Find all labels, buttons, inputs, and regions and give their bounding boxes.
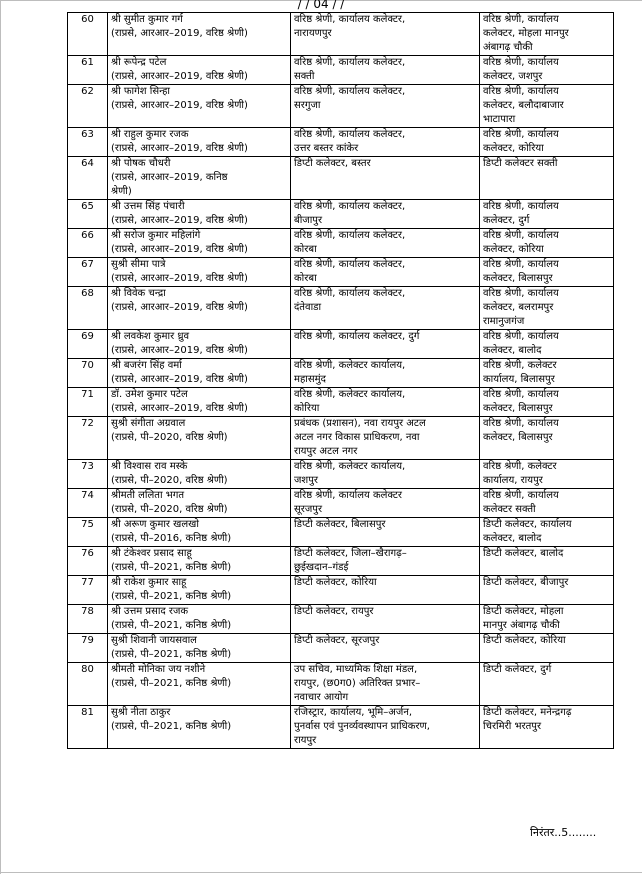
- officer-name-cell: [108, 460, 291, 489]
- new-posting-cell: [480, 547, 614, 576]
- current-posting-cell: [291, 359, 480, 388]
- serial-number: 70: [68, 359, 108, 388]
- officer-name-line: श्रेणी): [111, 186, 132, 197]
- serial-number: 72: [68, 417, 108, 460]
- serial-number: 65: [68, 200, 108, 229]
- current-posting-cell: [291, 417, 480, 460]
- officer-name-cell: [108, 518, 291, 547]
- officer-name-line: (राप्रसे, पी–2021, कनिष्ठ श्रेणी): [111, 591, 232, 602]
- current-posting-cell: [291, 460, 480, 489]
- table-row: [68, 706, 614, 749]
- serial-number: 73: [68, 460, 108, 489]
- officer-name-line: श्री उत्तम सिंह पंचारी: [111, 201, 185, 212]
- serial-number: 81: [68, 706, 108, 749]
- current-posting-line: कोरबा: [294, 273, 317, 284]
- current-posting-line: महासमुंद: [294, 374, 326, 385]
- current-posting-line: डिप्टी कलेक्टर, कोरिया: [294, 577, 377, 588]
- table-row: [68, 489, 614, 518]
- continued-footer: निरंतर..5........: [530, 826, 597, 839]
- new-posting-line: कलेक्टर, कोरिया: [483, 244, 544, 255]
- current-posting-line: बीजापुर: [294, 215, 323, 226]
- officer-name-line: (राप्रसे, पी–2021, कनिष्ठ श्रेणी): [111, 620, 232, 631]
- new-posting-line: चिरमिरी भरतपुर: [483, 721, 542, 732]
- current-posting-line: वरिष्ठ श्रेणी, कार्यालय कलेक्टर,: [294, 201, 406, 212]
- officer-name-line: (राप्रसे, पी–2016, कनिष्ठ श्रेणी): [111, 533, 232, 544]
- current-posting-line: वरिष्ठ श्रेणी, कार्यालय कलेक्टर,: [294, 86, 406, 97]
- new-posting-cell: [480, 605, 614, 634]
- new-posting-line: कलेक्टर, बलरामपुर: [483, 302, 554, 313]
- current-posting-line: वरिष्ठ श्रेणी, कार्यालय कलेक्टर,: [294, 259, 406, 270]
- serial-number: 78: [68, 605, 108, 634]
- new-posting-cell: [480, 489, 614, 518]
- officer-name-cell: [108, 128, 291, 157]
- current-posting-line: रायपुर: [294, 735, 317, 746]
- new-posting-cell: [480, 576, 614, 605]
- officer-name-line: (राप्रसे, पी–2021, कनिष्ठ श्रेणी): [111, 678, 232, 689]
- new-posting-line: वरिष्ठ श्रेणी, कलेक्टर: [483, 461, 557, 472]
- new-posting-line: कलेक्टर, बिलासपुर: [483, 403, 553, 414]
- current-posting-line: डिप्टी कलेक्टर, सूरजपुर: [294, 635, 380, 646]
- officer-name-cell: [108, 13, 291, 56]
- officer-name-cell: [108, 85, 291, 128]
- officer-name-cell: [108, 576, 291, 605]
- officer-name-cell: [108, 388, 291, 417]
- current-posting-line: रायपुर अटल नगर: [294, 446, 358, 457]
- new-posting-line: डिप्टी कलेक्टर, कोरिया: [483, 635, 566, 646]
- officer-name-cell: [108, 330, 291, 359]
- serial-number: 60: [68, 13, 108, 56]
- serial-number: 79: [68, 634, 108, 663]
- current-posting-line: रजिस्ट्रार, कार्यालय, भूमि–अर्जन,: [294, 707, 413, 718]
- new-posting-line: वरिष्ठ श्रेणी, कार्यालय: [483, 389, 559, 400]
- current-posting-cell: [291, 258, 480, 287]
- officer-name-cell: [108, 663, 291, 706]
- officer-name-line: (राप्रसे, आरआर–2019, वरिष्ठ श्रेणी): [111, 100, 248, 111]
- officer-name-line: श्री विश्वास राव मस्के: [111, 461, 188, 472]
- table-row: [68, 85, 614, 128]
- officer-name-line: (राप्रसे, पी–2021, कनिष्ठ श्रेणी): [111, 721, 232, 732]
- table-row: [68, 518, 614, 547]
- new-posting-line: डिप्टी कलेक्टर, बालोद: [483, 548, 564, 559]
- current-posting-line: सक्ती: [294, 71, 315, 82]
- officer-name-cell: [108, 56, 291, 85]
- current-posting-line: जशपुर: [294, 475, 318, 486]
- current-posting-cell: [291, 663, 480, 706]
- new-posting-cell: [480, 200, 614, 229]
- new-posting-cell: [480, 258, 614, 287]
- officer-name-line: (राप्रसे, पी–2020, वरिष्ठ श्रेणी): [111, 504, 228, 515]
- table-row: [68, 547, 614, 576]
- new-posting-line: वरिष्ठ श्रेणी, कार्यालय: [483, 14, 559, 25]
- officer-name-line: श्री लवकेश कुमार ध्रुव: [111, 331, 190, 342]
- new-posting-line: वरिष्ठ श्रेणी, कार्यालय: [483, 418, 559, 429]
- new-posting-cell: [480, 13, 614, 56]
- current-posting-line: नवाचार आयोग: [294, 692, 349, 703]
- current-posting-line: वरिष्ठ श्रेणी, कार्यालय कलेक्टर,: [294, 57, 406, 68]
- table-row: [68, 330, 614, 359]
- new-posting-line: कलेक्टर, कोरिया: [483, 143, 544, 154]
- current-posting-cell: [291, 547, 480, 576]
- table-row: [68, 56, 614, 85]
- officer-name-line: (राप्रसे, आरआर–2019, वरिष्ठ श्रेणी): [111, 244, 248, 255]
- current-posting-line: पुनर्वास एवं पुनर्व्यवस्थापन प्राधिकरण,: [294, 721, 430, 732]
- officer-name-line: श्रीमती ललिता भगत: [111, 490, 185, 501]
- serial-number: 75: [68, 518, 108, 547]
- serial-number: 76: [68, 547, 108, 576]
- table-row: [68, 128, 614, 157]
- officer-name-line: (राप्रसे, पी–2021, कनिष्ठ श्रेणी): [111, 649, 232, 660]
- serial-number: 62: [68, 85, 108, 128]
- new-posting-line: कार्यालय, बिलासपुर: [483, 374, 555, 385]
- officer-name-line: (राप्रसे, आरआर–2019, वरिष्ठ श्रेणी): [111, 215, 248, 226]
- officer-name-cell: [108, 200, 291, 229]
- new-posting-line: वरिष्ठ श्रेणी, कलेक्टर: [483, 360, 557, 371]
- officer-name-line: श्री सुमीत कुमार गर्ग: [111, 14, 183, 25]
- table-row: [68, 200, 614, 229]
- table-row: [68, 157, 614, 200]
- new-posting-line: कलेक्टर, मोहला मानपुर: [483, 28, 569, 39]
- page-number-header: / / 04 / /: [297, 0, 345, 11]
- table-row: [68, 634, 614, 663]
- new-posting-line: कार्यालय, रायपुर: [483, 475, 543, 486]
- officer-name-cell: [108, 605, 291, 634]
- new-posting-cell: [480, 663, 614, 706]
- serial-number: 66: [68, 229, 108, 258]
- new-posting-line: वरिष्ठ श्रेणी, कार्यालय: [483, 129, 559, 140]
- new-posting-line: वरिष्ठ श्रेणी, कार्यालय: [483, 490, 559, 501]
- officer-name-line: (राप्रसे, आरआर–2019, वरिष्ठ श्रेणी): [111, 28, 248, 39]
- current-posting-line: डिप्टी कलेक्टर, जिला–खैरागढ़–: [294, 548, 407, 559]
- current-posting-cell: [291, 85, 480, 128]
- new-posting-cell: [480, 157, 614, 200]
- current-posting-cell: [291, 56, 480, 85]
- new-posting-cell: [480, 359, 614, 388]
- current-posting-cell: [291, 128, 480, 157]
- new-posting-line: वरिष्ठ श्रेणी, कार्यालय: [483, 230, 559, 241]
- serial-number: 61: [68, 56, 108, 85]
- table-row: [68, 417, 614, 460]
- officer-name-line: श्री बजरंग सिंह वर्मा: [111, 360, 182, 371]
- officer-name-line: श्री राहुल कुमार रजक: [111, 129, 189, 140]
- officer-name-line: श्री पोषक चौधरी: [111, 158, 171, 169]
- officer-name-line: (राप्रसे, आरआर–2019, वरिष्ठ श्रेणी): [111, 273, 248, 284]
- new-posting-line: वरिष्ठ श्रेणी, कार्यालय: [483, 201, 559, 212]
- officer-name-cell: [108, 157, 291, 200]
- serial-number: 63: [68, 128, 108, 157]
- new-posting-cell: [480, 56, 614, 85]
- officer-name-line: (राप्रसे, आरआर–2019, वरिष्ठ श्रेणी): [111, 302, 248, 313]
- officer-name-cell: [108, 489, 291, 518]
- officer-name-cell: [108, 258, 291, 287]
- new-posting-cell: [480, 287, 614, 330]
- current-posting-line: उप सचिव, माध्यमिक शिक्षा मंडल,: [294, 664, 418, 675]
- table-row: [68, 13, 614, 56]
- current-posting-line: कोरबा: [294, 244, 317, 255]
- officer-name-line: श्री उत्तम प्रसाद रजक: [111, 606, 189, 617]
- officer-name-line: श्री टंकेश्वर प्रसाद साहू: [111, 548, 192, 559]
- new-posting-cell: [480, 229, 614, 258]
- new-posting-line: मानपुर अंबागढ़ चौकी: [483, 620, 560, 631]
- officer-name-cell: [108, 417, 291, 460]
- officer-name-line: सुश्री नीता ठाकुर: [111, 707, 171, 718]
- current-posting-line: डिप्टी कलेक्टर, बिलासपुर: [294, 519, 386, 530]
- new-posting-line: डिप्टी कलेक्टर सक्ती: [483, 158, 558, 169]
- current-posting-line: छुईखदान–गंडई: [294, 562, 349, 573]
- current-posting-line: डिप्टी कलेक्टर, बस्तर: [294, 158, 371, 169]
- new-posting-line: वरिष्ठ श्रेणी, कार्यालय: [483, 331, 559, 342]
- current-posting-cell: [291, 157, 480, 200]
- current-posting-line: वरिष्ठ श्रेणी, कार्यालय कलेक्टर, दुर्ग: [294, 331, 420, 342]
- officer-name-cell: [108, 706, 291, 749]
- officer-name-line: (राप्रसे, आरआर–2019, वरिष्ठ श्रेणी): [111, 403, 248, 414]
- current-posting-cell: [291, 576, 480, 605]
- officer-name-cell: [108, 229, 291, 258]
- new-posting-cell: [480, 706, 614, 749]
- new-posting-line: डिप्टी कलेक्टर, दुर्ग: [483, 664, 552, 675]
- serial-number: 69: [68, 330, 108, 359]
- table-row: [68, 287, 614, 330]
- officer-name-line: सुश्री संगीता अग्रवाल: [111, 418, 186, 429]
- new-posting-line: कलेक्टर, बालोद: [483, 533, 542, 544]
- current-posting-line: वरिष्ठ श्रेणी, कार्यालय कलेक्टर,: [294, 288, 406, 299]
- table-row: [68, 359, 614, 388]
- officer-name-line: सुश्री शिवानी जायसवाल: [111, 635, 197, 646]
- new-posting-line: डिप्टी कलेक्टर, मोहला: [483, 606, 564, 617]
- current-posting-line: सरगुजा: [294, 100, 321, 111]
- new-posting-line: वरिष्ठ श्रेणी, कार्यालय: [483, 288, 559, 299]
- new-posting-line: वरिष्ठ श्रेणी, कार्यालय: [483, 57, 559, 68]
- serial-number: 77: [68, 576, 108, 605]
- page-border-left: [0, 0, 1, 874]
- table-row: [68, 258, 614, 287]
- current-posting-cell: [291, 518, 480, 547]
- new-posting-line: कलेक्टर, बिलासपुर: [483, 432, 553, 443]
- serial-number: 74: [68, 489, 108, 518]
- officer-name-line: डॉ. उमेश कुमार पटेल: [111, 389, 188, 400]
- officer-name-line: श्री अरूण कुमार खलखो: [111, 519, 199, 530]
- current-posting-line: वरिष्ठ श्रेणी, कलेक्टर कार्यालय,: [294, 461, 406, 472]
- officer-name-line: श्रीमती मोनिका जय नशीने: [111, 664, 206, 675]
- new-posting-line: कलेक्टर सक्ती: [483, 504, 536, 515]
- officer-name-line: श्री फागेश सिन्हा: [111, 86, 170, 97]
- current-posting-line: वरिष्ठ श्रेणी, कार्यालय कलेक्टर,: [294, 129, 406, 140]
- transfer-list-table: [67, 12, 614, 749]
- officer-name-line: (राप्रसे, आरआर–2019, कनिष्ठ: [111, 172, 228, 183]
- current-posting-cell: [291, 489, 480, 518]
- current-posting-line: प्रबंधक (प्रशासन), नवा रायपुर अटल: [294, 418, 426, 429]
- new-posting-line: कलेक्टर, बालोद: [483, 345, 542, 356]
- current-posting-line: कोरिया: [294, 403, 320, 414]
- current-posting-cell: [291, 287, 480, 330]
- new-posting-cell: [480, 417, 614, 460]
- table-row: [68, 663, 614, 706]
- table-row: [68, 460, 614, 489]
- officer-name-cell: [108, 634, 291, 663]
- table-row: [68, 229, 614, 258]
- new-posting-line: डिप्टी कलेक्टर, बीजापुर: [483, 577, 569, 588]
- current-posting-line: वरिष्ठ श्रेणी, कलेक्टर कार्यालय,: [294, 389, 406, 400]
- new-posting-line: रामानुजगंज: [483, 316, 525, 327]
- new-posting-line: कलेक्टर, जशपुर: [483, 71, 543, 82]
- current-posting-cell: [291, 634, 480, 663]
- current-posting-line: सूरजपुर: [294, 504, 323, 515]
- officer-name-line: (राप्रसे, आरआर–2019, वरिष्ठ श्रेणी): [111, 374, 248, 385]
- page-border-bottom: [0, 872, 642, 873]
- officer-name-line: सुश्री सीमा पात्रे: [111, 259, 166, 270]
- current-posting-cell: [291, 229, 480, 258]
- new-posting-line: वरिष्ठ श्रेणी, कार्यालय: [483, 86, 559, 97]
- current-posting-line: वरिष्ठ श्रेणी, कार्यालय कलेक्टर,: [294, 14, 406, 25]
- current-posting-cell: [291, 605, 480, 634]
- new-posting-cell: [480, 518, 614, 547]
- officer-name-line: श्री रूपेन्द्र पटेल: [111, 57, 167, 68]
- officer-name-line: श्री सरोज कुमार महिलांगे: [111, 230, 201, 241]
- new-posting-cell: [480, 460, 614, 489]
- new-posting-line: कलेक्टर, बिलासपुर: [483, 273, 553, 284]
- current-posting-line: वरिष्ठ श्रेणी, कलेक्टर कार्यालय,: [294, 360, 406, 371]
- current-posting-cell: [291, 200, 480, 229]
- officer-name-cell: [108, 547, 291, 576]
- officer-name-line: (राप्रसे, पी–2021, कनिष्ठ श्रेणी): [111, 562, 232, 573]
- current-posting-line: दंतेवाडा: [294, 302, 322, 313]
- new-posting-cell: [480, 128, 614, 157]
- new-posting-line: कलेक्टर, बलौदाबाजार: [483, 100, 564, 111]
- officer-name-line: (राप्रसे, आरआर–2019, वरिष्ठ श्रेणी): [111, 345, 248, 356]
- current-posting-cell: [291, 706, 480, 749]
- new-posting-cell: [480, 634, 614, 663]
- table-row: [68, 388, 614, 417]
- new-posting-cell: [480, 85, 614, 128]
- officer-name-line: (राप्रसे, आरआर–2019, वरिष्ठ श्रेणी): [111, 143, 248, 154]
- current-posting-line: नारायणपुर: [294, 28, 332, 39]
- serial-number: 67: [68, 258, 108, 287]
- current-posting-cell: [291, 388, 480, 417]
- table-row: [68, 576, 614, 605]
- current-posting-cell: [291, 13, 480, 56]
- serial-number: 71: [68, 388, 108, 417]
- officer-name-line: श्री राकेश कुमार साहू: [111, 577, 187, 588]
- current-posting-line: उत्तर बस्तर कांकेर: [294, 143, 359, 154]
- serial-number: 80: [68, 663, 108, 706]
- new-posting-line: डिप्टी कलेक्टर, मनेन्द्रगढ़: [483, 707, 572, 718]
- new-posting-line: अंबागढ़ चौकी: [483, 42, 533, 53]
- current-posting-cell: [291, 330, 480, 359]
- current-posting-line: वरिष्ठ श्रेणी, कार्यालय कलेक्टर: [294, 490, 403, 501]
- current-posting-line: रायपुर, (छ0ग0) अतिरिक्त प्रभार–: [294, 678, 421, 689]
- current-posting-line: डिप्टी कलेक्टर, रायपुर: [294, 606, 374, 617]
- new-posting-line: वरिष्ठ श्रेणी, कार्यालय: [483, 259, 559, 270]
- new-posting-line: कलेक्टर, दुर्ग: [483, 215, 530, 226]
- new-posting-line: भाटापारा: [483, 114, 516, 125]
- table-row: [68, 605, 614, 634]
- officer-name-line: (राप्रसे, पी–2020, वरिष्ठ श्रेणी): [111, 432, 228, 443]
- new-posting-cell: [480, 388, 614, 417]
- current-posting-line: वरिष्ठ श्रेणी, कार्यालय कलेक्टर,: [294, 230, 406, 241]
- officer-name-line: (राप्रसे, पी–2020, वरिष्ठ श्रेणी): [111, 475, 228, 486]
- new-posting-cell: [480, 330, 614, 359]
- officer-name-line: श्री विवेक चन्द्रा: [111, 288, 166, 299]
- serial-number: 64: [68, 157, 108, 200]
- new-posting-line: डिप्टी कलेक्टर, कार्यालय: [483, 519, 572, 530]
- officer-name-line: (राप्रसे, आरआर–2019, वरिष्ठ श्रेणी): [111, 71, 248, 82]
- transfer-list-body: [68, 13, 614, 749]
- serial-number: 68: [68, 287, 108, 330]
- current-posting-line: अटल नगर विकास प्राधिकरण, नवा: [294, 432, 420, 443]
- officer-name-cell: [108, 359, 291, 388]
- officer-name-cell: [108, 287, 291, 330]
